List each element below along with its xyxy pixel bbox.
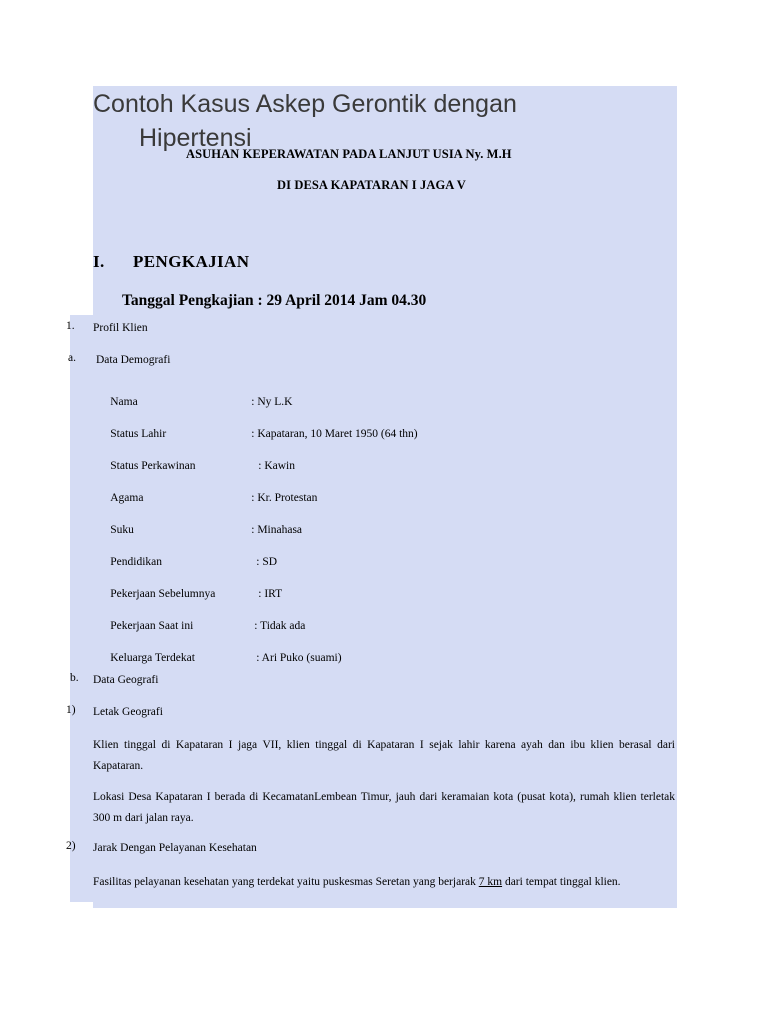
page-title-line2: Hipertensi <box>139 124 252 152</box>
paragraph-letak-geografi-1: Klien tinggal di Kapataran I jaga VII, klien tinggal di Kapataran I sejak lahir karena ayah dan ibu klien berasal dari Kapataran. <box>93 739 675 772</box>
list-item-jarak-pelayanan-kesehatan: Jarak Dengan Pelayanan Kesehatan <box>93 842 257 854</box>
field-label-nama: Nama <box>110 396 138 408</box>
section-heading-pengkajian <box>93 252 249 272</box>
field-row-pendidikan <box>93 544 277 580</box>
list-marker-2-paren: 2) <box>66 840 76 852</box>
field-value-pendidikan: : SD <box>256 556 278 568</box>
field-value-suku: : Minahasa <box>251 524 303 536</box>
list-marker-1: 1. <box>66 320 75 332</box>
field-value-pekerjaan-sebelumnya: : IRT <box>258 588 283 600</box>
assessment-date: Tanggal Pengkajian : 29 April 2014 Jam 04.30 <box>122 292 427 309</box>
subtitle-line-1: ASUHAN KEPERAWATAN PADA LANJUT USIA Ny. M.H <box>186 147 512 161</box>
field-row-status-perkawinan <box>93 448 295 484</box>
list-item-profil-klien: Profil Klien <box>93 322 148 334</box>
list-item-data-demografi: Data Demografi <box>96 354 171 366</box>
list-marker-1-paren: 1) <box>66 704 76 716</box>
paragraph-letak-geografi-2: Lokasi Desa Kapataran I berada di KecamatanLembean Timur, jauh dari keramaian kota (pusat kota), rumah klien terletak 300 m dari jalan raya. <box>93 791 675 824</box>
paragraph-text-part-1: Fasilitas pelayanan kesehatan yang terdekat yaitu puskesmas Seretan yang berjarak <box>93 876 479 888</box>
page-title <box>93 87 623 155</box>
field-value-nama: : Ny L.K <box>251 396 293 408</box>
field-value-keluarga-terdekat: : Ari Puko (suami) <box>256 652 342 664</box>
list-item-letak-geografi: Letak Geografi <box>93 706 163 718</box>
section-heading-label: PENGKAJIAN <box>133 252 250 271</box>
field-value-pekerjaan-saat-ini: : Tidak ada <box>254 620 306 632</box>
list-item-data-geografi: Data Geografi <box>93 674 159 686</box>
field-row-keluarga-terdekat <box>93 640 342 676</box>
field-label-pendidikan: Pendidikan <box>110 556 162 568</box>
list-marker-a: a. <box>68 352 76 364</box>
field-label-status-lahir: Status Lahir <box>110 428 167 440</box>
list-marker-b: b. <box>70 672 79 684</box>
paragraph-text-part-2: dari tempat tinggal klien. <box>502 876 621 888</box>
field-label-keluarga-terdekat: Keluarga Terdekat <box>110 652 195 664</box>
field-label-agama: Agama <box>110 492 144 504</box>
field-label-status-perkawinan: Status Perkawinan <box>110 460 196 472</box>
paragraph-jarak-pelayanan-kesehatan <box>93 872 675 893</box>
field-value-status-perkawinan: : Kawin <box>258 460 295 472</box>
field-label-pekerjaan-saat-ini: Pekerjaan Saat ini <box>110 620 194 632</box>
field-label-suku: Suku <box>110 524 134 536</box>
paragraph-text-underlined: 7 km <box>478 876 503 888</box>
field-value-status-lahir: : Kapataran, 10 Maret 1950 (64 thn) <box>251 428 418 440</box>
field-row-nama <box>93 384 292 420</box>
field-row-agama <box>93 480 317 516</box>
field-label-pekerjaan-sebelumnya: Pekerjaan Sebelumnya <box>110 588 216 600</box>
page-title-line1: Contoh Kasus Askep Gerontik dengan <box>93 90 517 118</box>
field-value-agama: : Kr. Protestan <box>251 492 318 504</box>
field-row-pekerjaan-saat-ini <box>93 608 305 644</box>
subtitle-line-2: DI DESA KAPATARAN I JAGA V <box>277 178 466 192</box>
field-row-pekerjaan-sebelumnya <box>93 576 282 612</box>
field-row-status-lahir <box>93 416 418 452</box>
section-number: I. <box>93 252 105 271</box>
field-row-suku <box>93 512 302 548</box>
